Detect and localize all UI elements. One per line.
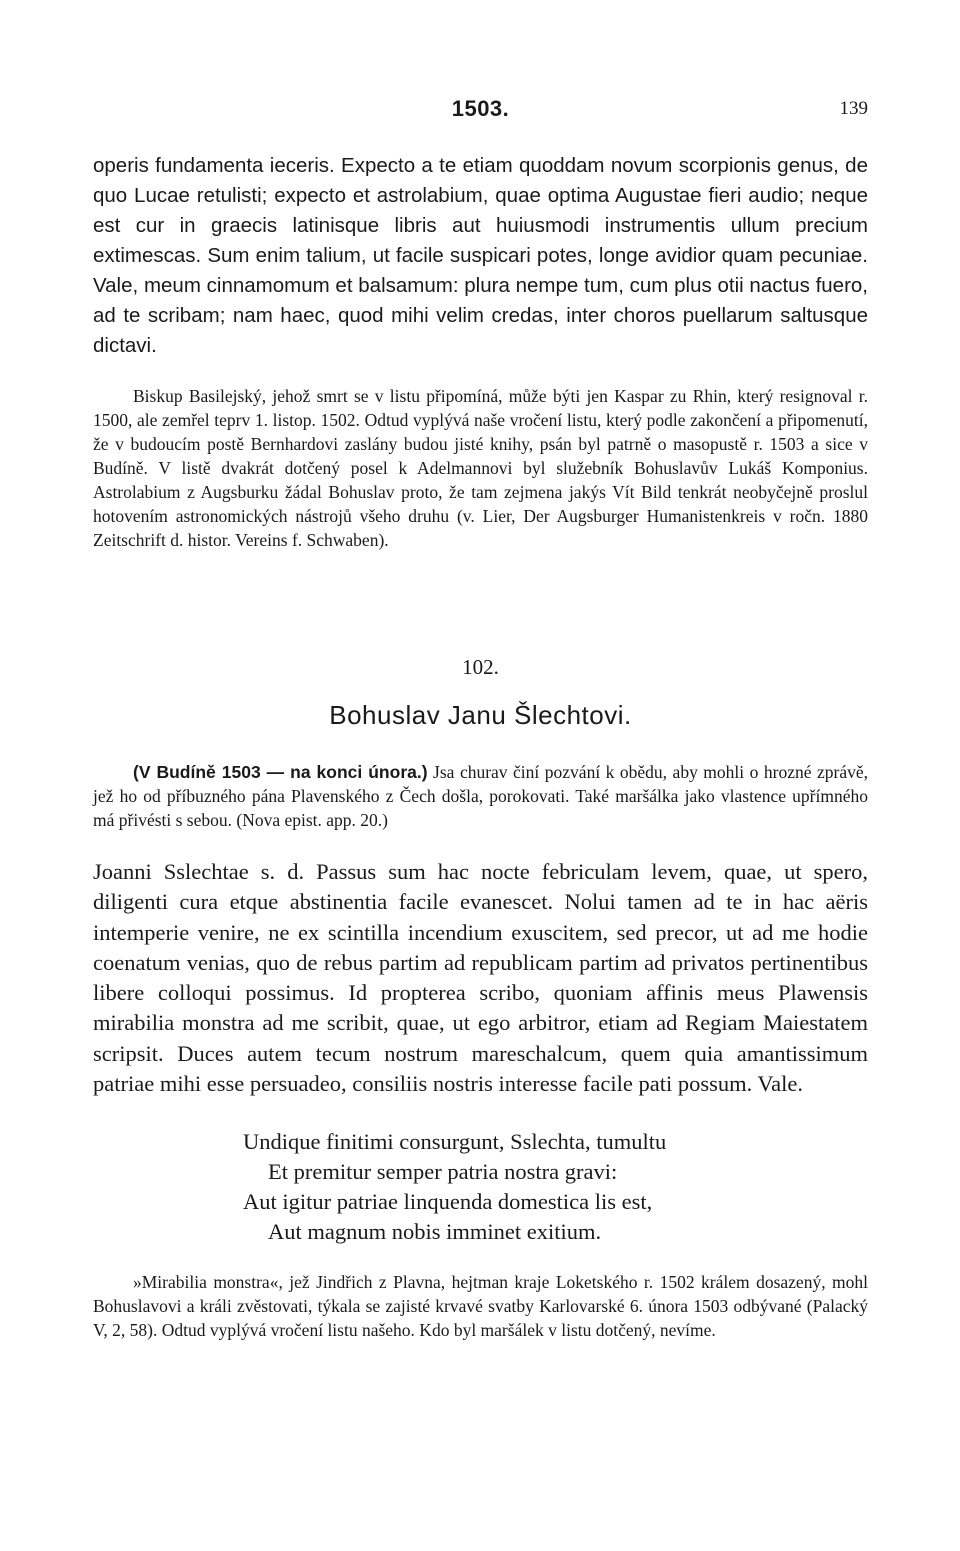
page-number: 139 (839, 98, 868, 119)
running-head (93, 96, 868, 126)
letter-date-line: (V Budíně 1503 — na konci února.) (133, 762, 428, 782)
verse-line: Et premitur semper patria nostra gravi: (268, 1159, 618, 1184)
letter-regest-text: Jsa churav činí pozvání k obědu, aby mohli o hrozné zprávě, jež ho od příbuzného pána Plavenského z Čech došla, porokovati. Také maršálka jako vlastence upřímného má přivésti s sebou. (Nova epist. app. 20.) (93, 762, 868, 830)
latin-letter-continuation: operis fundamenta ieceris. Expecto a te etiam quoddam novum scorpionis genus, de quo Lucae retulisti; expecto et astrolabium, quae optima Augustae fieri audio; neque est cur in graecis latinisque libris aut huiusmodi instrumentis ullum precium extimescas. Sum enim talium, ut facile suspicari potes, longe avidior quam pecuniae. Vale, meum cinnamomum et balsamum: plura nempe tum, cum plus otii nactus fuero, ad te scribam; nam haec, quod mihi velim credas, inter choros puellarum saltusque dictavi. (93, 154, 868, 357)
letter-regest (93, 760, 868, 832)
editorial-note-current-letter: »Mirabilia monstra«, jež Jindřich z Plavna, hejtman kraje Loketského r. 1502 králem dosazený, mohl Bohuslavovi a králi zvěstovati, týkala se zajisté krvavé svatby Karlovarské 6. února 1503 odbývané (Palacký V, 2, 58). Odtud vyplývá vročení listu našeho. Kdo byl maršálek v listu dotčený, nevíme. (93, 1272, 868, 1340)
verse-line: Aut magnum nobis imminet exitium. (268, 1219, 602, 1244)
letter-title: Bohuslav Janu Šlechtovi. (329, 700, 632, 730)
verse-line: Undique finitimi consurgunt, Sslechta, tumultu (243, 1129, 667, 1154)
letter-body: Joanni Sslechtae s. d. Passus sum hac nocte febriculam levem, quae, ut spero, diligenti cura etque abstinentia facile evanescet. Nolui tamen ad te in hac aëris intemperie venire, ne ex scintilla incendium exuscitem, sed precor, ut ad me hodie coenatum venias, quo de rebus partim ad republicam partim ad privatos pertinentibus libere colloqui possimus. Id propterea scribo, quoniam affinis meus Plawensis mirabilia monstra ad me scribit, quae, ut ego arbitror, etiam ad Regiam Maiestatem scripsit. Duces autem tecum nostrum mareschalcum, quem quia amantissimum patriae mihi esse persuadeo, consiliis nostris interesse facile pati possum. Vale. (93, 859, 868, 1097)
letter-number: 102. (462, 655, 499, 679)
verse-line: Aut igitur patriae linquenda domestica lis est, (243, 1189, 653, 1214)
letter-verse (93, 1127, 868, 1247)
editorial-note-previous-letter: Biskup Basilejský, jehož smrt se v listu připomíná, může býti jen Kaspar zu Rhin, který resignoval r. 1500, ale zemřel teprv 1. listop. 1502. Odtud vyplývá naše vročení listu, který podle zakončení a připomenutí, že v budoucím postě Bernhardovi zaslány budou jisté knihy, psán byl patrně o masopustě r. 1503 a sice v Budíně. V listě dvakrát dotčený posel k Adelmannovi byl služebník Bohuslavův Lukáš Komponius. Astrolabium z Augsburku žádal Bohuslav proto, že tam zejmena jakýs Vít Bild tenkrát neobyčejně proslul hotovením astronomických nástrojů všeho druhu (v. Lier, Der Augsburger Humanistenkreis v ročn. 1880 Zeitschrift d. histor. Vereins f. Schwaben). (93, 386, 868, 550)
running-head-year: 1503. (451, 96, 510, 121)
